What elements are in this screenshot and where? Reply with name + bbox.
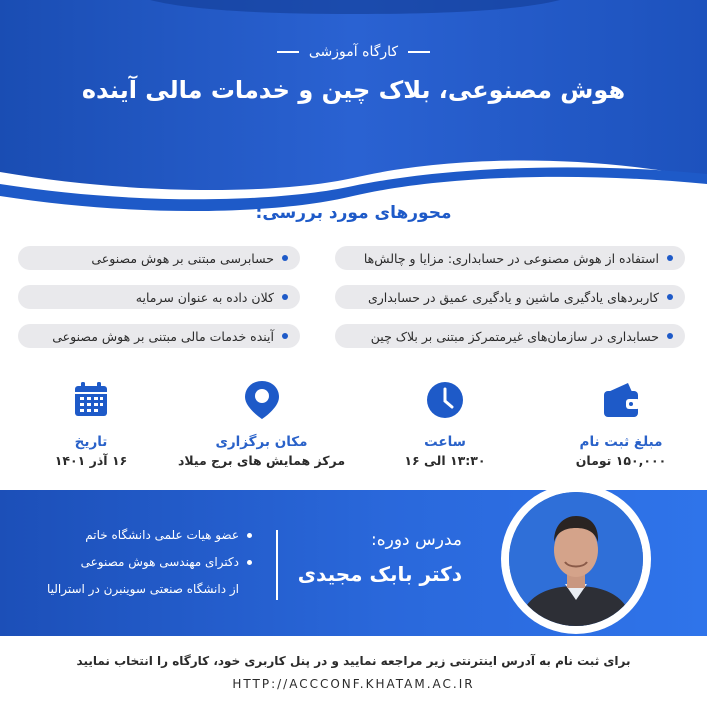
topic-item — [335, 246, 685, 270]
venue-value: مرکز همایش های برج میلاد — [177, 453, 346, 468]
credential-text: عضو هیات علمی دانشگاه خاتم — [85, 528, 239, 542]
topic-item — [335, 324, 685, 348]
subtitle-dash — [408, 51, 430, 53]
date-label: تاریخ — [74, 434, 108, 450]
date-value: ۱۶ آذر ۱۴۰۱ — [54, 453, 128, 468]
time-label: ساعت — [424, 434, 466, 450]
bullet-dot — [282, 255, 288, 261]
info-fee — [541, 378, 701, 468]
registration-note: برای ثبت نام به آدرس اینترنتی زیر مراجعه نمایید و در پنل کاربری خود، کارگاه را انتخاب نمایید — [76, 654, 631, 668]
info-venue — [154, 378, 369, 468]
band-divider — [276, 530, 278, 600]
credential-item — [81, 555, 252, 569]
topic-item — [335, 285, 685, 309]
header-banner — [0, 0, 707, 230]
venue-label: مکان برگزاری — [215, 434, 308, 450]
instructor-photo — [509, 492, 643, 626]
credential-item — [85, 528, 252, 542]
fee-label: مبلغ ثبت نام — [579, 434, 663, 450]
topics-heading: محورهای مورد بررسی: — [255, 203, 452, 223]
clock-icon — [365, 378, 525, 422]
bullet-dot — [247, 560, 252, 565]
instructor-name: دکتر بابک مجیدی — [297, 562, 462, 586]
subtitle-dash — [277, 51, 299, 53]
header-wave-graphic — [0, 0, 707, 230]
topic-text: آینده خدمات مالی مبتنی بر هوش مصنوعی — [52, 328, 274, 344]
location-pin-icon — [154, 378, 369, 422]
workshop-title: هوش مصنوعی، بلاک چین و خدمات مالی آینده — [81, 76, 626, 104]
topic-item — [18, 246, 300, 270]
bullet-dot — [282, 294, 288, 300]
bullet-dot — [667, 333, 673, 339]
topic-item — [18, 285, 300, 309]
credential-text: دکترای مهندسی هوش مصنوعی — [80, 555, 239, 569]
bullet-dot — [667, 294, 673, 300]
bullet-dot — [247, 533, 252, 538]
info-time — [365, 378, 525, 468]
topic-text: کاربردهای یادگیری ماشین و یادگیری عمیق در حسابداری — [367, 289, 659, 305]
topic-text: کلان داده به عنوان سرمایه — [135, 289, 274, 305]
calendar-icon — [11, 378, 171, 422]
workshop-subtitle — [0, 44, 707, 60]
time-value: ۱۳:۳۰ الی ۱۶ — [404, 453, 486, 468]
topic-text: استفاده از هوش مصنوعی در حسابداری: مزایا و چالش‌ها — [363, 250, 659, 266]
bullet-dot — [667, 255, 673, 261]
credential-item — [47, 582, 239, 596]
registration-url[interactable]: HTTP://ACCCONF.KHATAM.AC.IR — [232, 677, 475, 691]
credential-text: از دانشگاه صنعتی سوینبرن در استرالیا — [46, 582, 239, 596]
instructor-label: مدرس دوره: — [370, 530, 462, 550]
fee-value: ۱۵۰,۰۰۰ تومان — [575, 453, 667, 468]
subtitle-text: کارگاه آموزشی — [308, 44, 399, 60]
wallet-icon — [541, 378, 701, 422]
topic-text: حسابرسی مبتنی بر هوش مصنوعی — [91, 250, 274, 266]
info-date — [11, 378, 171, 468]
topic-item — [18, 324, 300, 348]
bullet-dot — [282, 333, 288, 339]
topic-text: حسابداری در سازمان‌های غیرمتمرکز مبتنی بر بلاک چین — [370, 328, 659, 344]
